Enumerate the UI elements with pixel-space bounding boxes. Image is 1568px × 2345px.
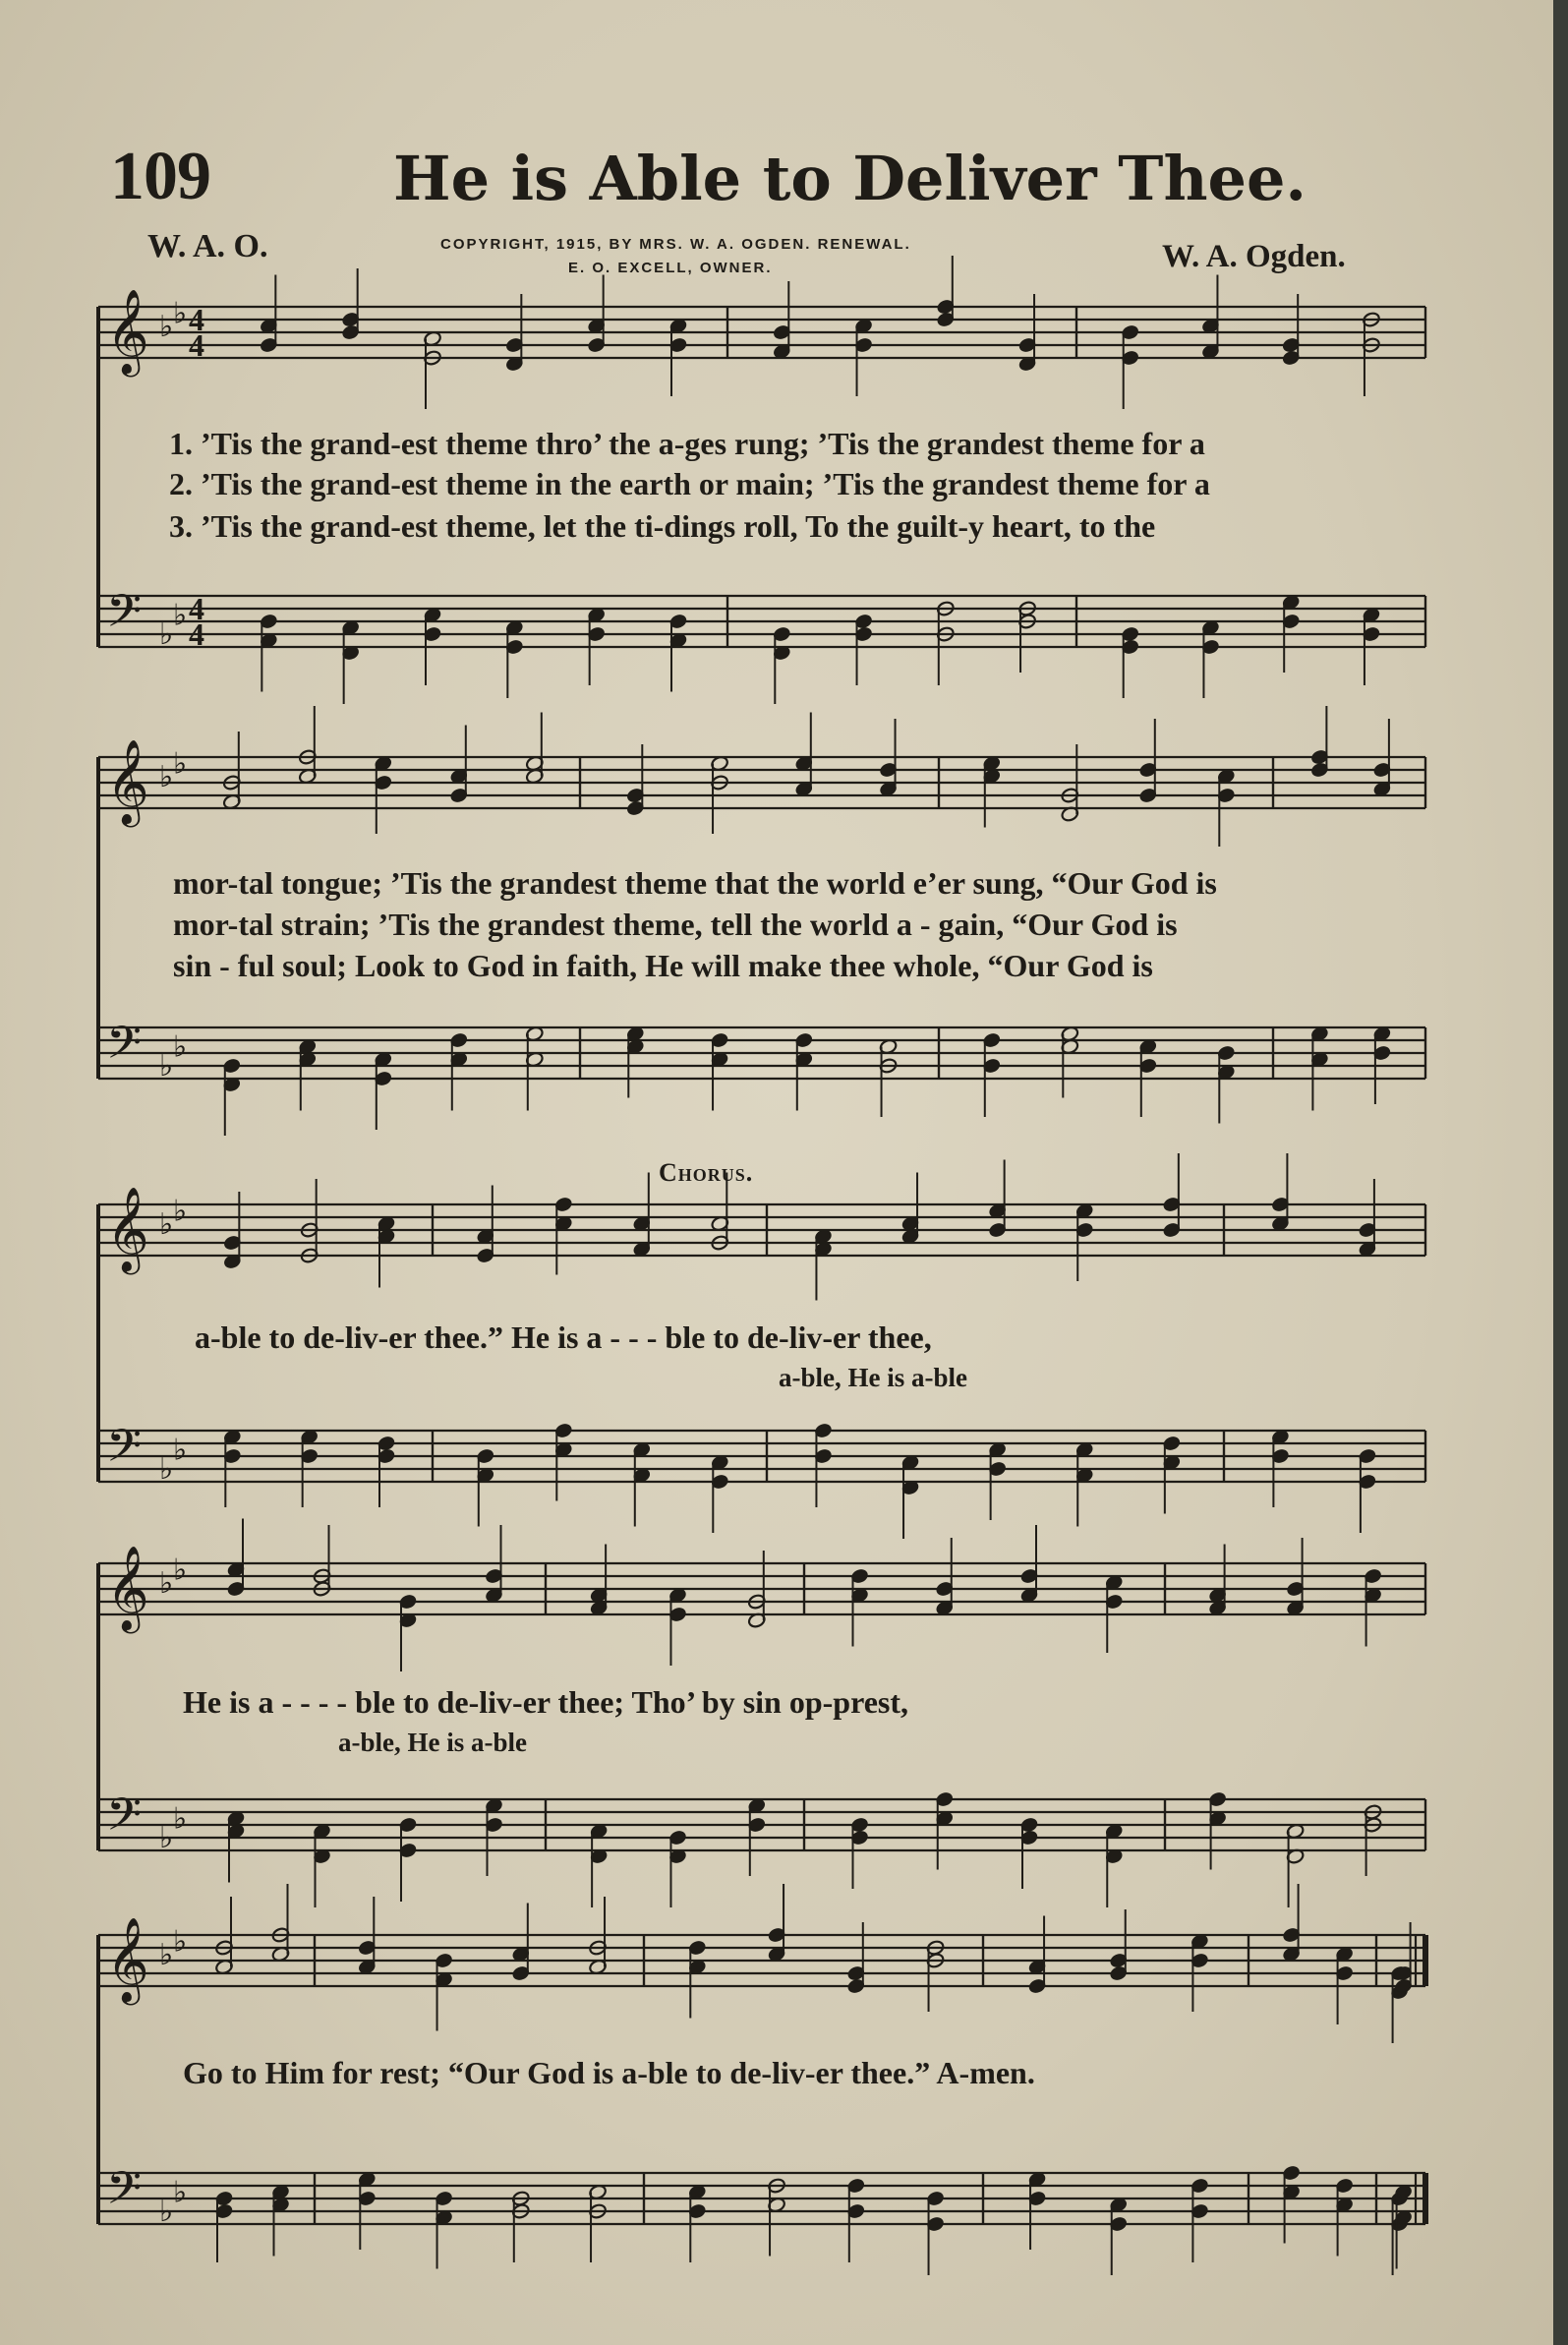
system4-bass-key-flat: ♭ — [159, 1821, 174, 1855]
book-edge — [1553, 0, 1568, 2345]
system5-bass-key-flat: ♭ — [159, 2195, 174, 2229]
system3-treble-clef: 𝄞 — [106, 1187, 149, 1271]
system3-treble-key-flat: ♭ — [173, 1194, 188, 1229]
system1-treble-key-flat: ♭ — [159, 310, 174, 344]
system4-treble-clef: 𝄞 — [106, 1546, 149, 1630]
system4-bass-key-flat: ♭ — [173, 1801, 188, 1837]
system1-bass-key-flat: ♭ — [173, 598, 188, 633]
system1-verse3: 3. ’Tis the grand-est theme, let the ti-dings roll, To the guilt-y heart, to the — [169, 508, 1156, 544]
lyricist-credit: W. A. O. — [147, 228, 268, 264]
system1-bass-clef: 𝄢 — [106, 585, 143, 649]
system3-bass-key-flat: ♭ — [159, 1452, 174, 1487]
system3-bass-clef: 𝄢 — [106, 1420, 143, 1484]
system5-bass-clef: 𝄢 — [106, 2162, 143, 2226]
system2-treble-key-flat: ♭ — [173, 746, 188, 782]
system3-bass-key-flat: ♭ — [173, 1433, 188, 1468]
system5-lyric: Go to Him for rest; “Our God is a-ble to de-liv-er thee.” A-men. — [183, 2055, 1035, 2090]
system2-treble-key-flat: ♭ — [159, 760, 174, 794]
system1-bass-key-flat: ♭ — [159, 617, 174, 652]
system2-verse1: mor-tal tongue; ’Tis the grandest theme that the world e’er sung, “Our God is — [173, 865, 1217, 901]
system2-bass-clef: 𝄢 — [106, 1017, 143, 1081]
system1-bass-time-bottom: 4 — [189, 616, 204, 652]
system1-treble-time-bottom: 4 — [189, 327, 204, 363]
system4-treble-key-flat: ♭ — [159, 1566, 174, 1601]
system2-verse3: sin - ful soul; Look to God in faith, He will make thee whole, “Our God is — [173, 948, 1153, 983]
system1-bass-time-top: 4 — [189, 591, 204, 626]
system1-verse2: 2. ’Tis the grand-est theme in the earth or main; ’Tis the grandest theme for a — [169, 466, 1210, 501]
system1-treble-time-top: 4 — [189, 302, 204, 337]
chorus-label: Chorus. — [659, 1158, 754, 1187]
system5-bass-key-flat: ♭ — [173, 2175, 188, 2210]
system3-lyric: a-ble to de-liv-er thee.” He is a - - - ble to de-liv-er thee, — [195, 1319, 932, 1355]
system2-verse2: mor-tal strain; ’Tis the grandest theme, tell the world a - gain, “Our God is — [173, 907, 1178, 942]
system2-treble-clef: 𝄞 — [106, 739, 149, 824]
copyright-line-2: E. O. EXCELL, OWNER. — [568, 260, 773, 276]
system4-treble-key-flat: ♭ — [173, 1553, 188, 1588]
system4-bass-clef: 𝄢 — [106, 1788, 143, 1852]
system2-bass-key-flat: ♭ — [159, 1049, 174, 1084]
system1-verse1: 1. ’Tis the grand-est theme thro’ the a-ges rung; ’Tis the grandest theme for a — [169, 426, 1205, 461]
system4-lyric: He is a - - - - ble to de-liv-er thee; Tho’ by sin op-prest, — [183, 1684, 909, 1720]
hymn-title: He is Able to Deliver Thee. — [393, 143, 1307, 214]
system1-treble-key-flat: ♭ — [173, 296, 188, 331]
hymn-number: 109 — [110, 139, 210, 214]
composer-credit: W. A. Ogden. — [1162, 239, 1346, 274]
system4-echo: a-ble, He is a-ble — [338, 1728, 527, 1757]
system5-treble-key-flat: ♭ — [173, 1924, 188, 1960]
copyright-line-1: COPYRIGHT, 1915, BY MRS. W. A. OGDEN. RENEWAL. — [440, 236, 911, 253]
system5-treble-key-flat: ♭ — [159, 1938, 174, 1972]
system5-treble-clef: 𝄞 — [106, 1917, 149, 2002]
system3-echo: a-ble, He is a-ble — [779, 1363, 967, 1392]
system1-treble-clef: 𝄞 — [106, 289, 149, 374]
system3-treble-key-flat: ♭ — [159, 1207, 174, 1242]
system2-bass-key-flat: ♭ — [173, 1029, 188, 1065]
